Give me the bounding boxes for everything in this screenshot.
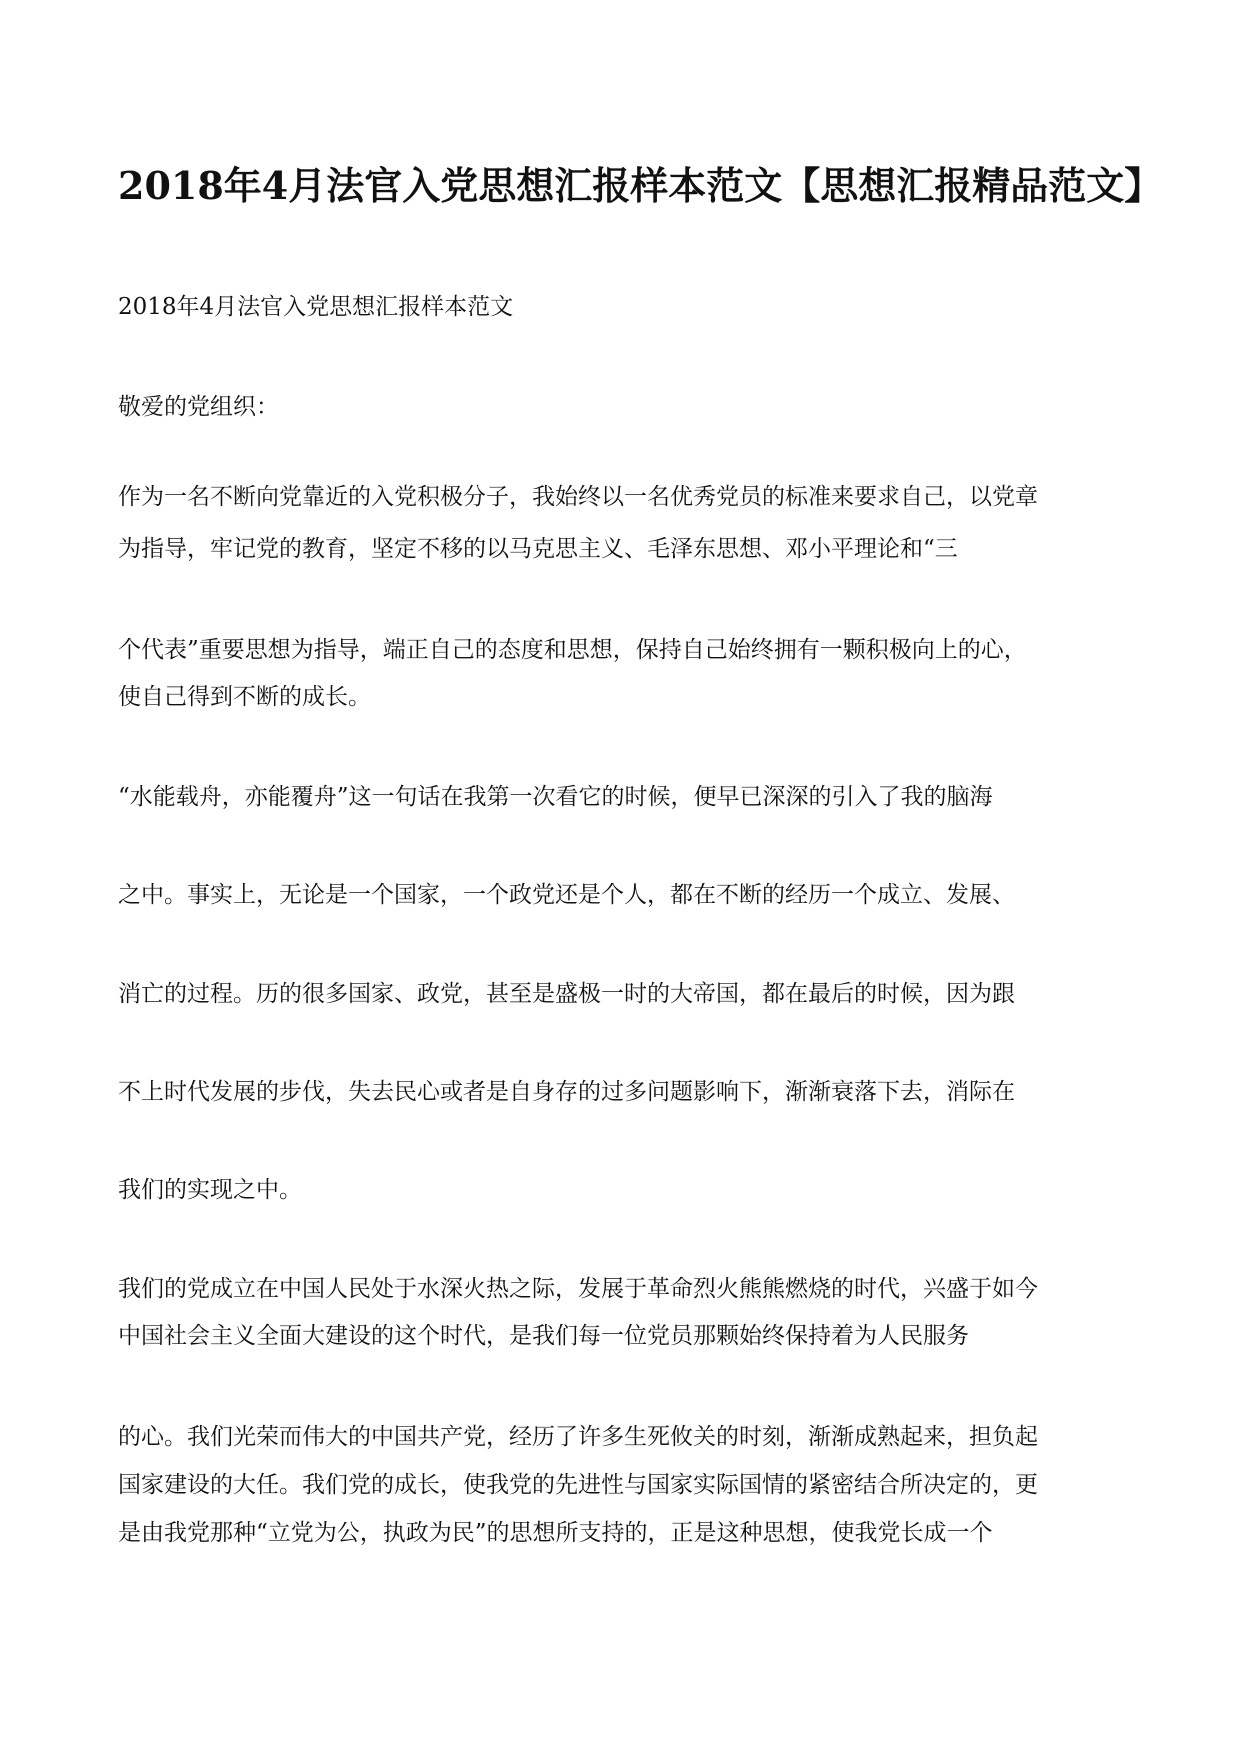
paragraph-line: 我们的实现之中。: [118, 1177, 302, 1203]
paragraph-line: 为指导，牢记党的教育，坚定不移的以马克思主义、毛泽东思想、邓小平理论和“三: [118, 536, 958, 562]
paragraph-line: 之中。事实上，无论是一个国家，一个政党还是个人，都在不断的经历一个成立、发展、: [118, 882, 1015, 908]
paragraph-line: 国家建设的大任。我们党的成长，使我党的先进性与国家实际国情的紧密结合所决定的，更: [118, 1472, 1038, 1498]
paragraph-line: 不上时代发展的步伐，失去民心或者是自身存的过多问题影响下，渐渐衰落下去，消际在: [118, 1079, 1015, 1105]
paragraph-line: 个代表”重要思想为指导，端正自己的态度和思想，保持自己始终拥有一颗积极向上的心，: [118, 637, 1027, 663]
paragraph-line: 消亡的过程。历的很多国家、政党，甚至是盛极一时的大帝国，都在最后的时候，因为跟: [118, 981, 1015, 1007]
paragraph-line: 的心。我们光荣而伟大的中国共产党，经历了许多生死攸关的时刻，渐渐成熟起来，担负起: [118, 1424, 1038, 1450]
paragraph-line: 我们的党成立在中国人民处于水深火热之际，发展于革命烈火熊熊燃烧的时代，兴盛于如今: [118, 1276, 1038, 1302]
paragraph-line: 使自己得到不断的成长。: [118, 684, 371, 710]
salutation: 敬爱的党组织：: [118, 394, 279, 420]
paragraph-line: 作为一名不断向党靠近的入党积极分子，我始终以一名优秀党员的标准来要求自己，以党章: [118, 484, 1038, 510]
document-title: 2018年4月法官入党思想汇报样本范文【思想汇报精品范文】: [118, 163, 1163, 208]
paragraph-line: 是由我党那种“立党为公，执政为民”的思想所支持的，正是这种思想，使我党长成一个: [118, 1520, 993, 1546]
document-subtitle: 2018年4月法官入党思想汇报样本范文: [118, 294, 514, 320]
paragraph-line: 中国社会主义全面大建设的这个时代，是我们每一位党员那颗始终保持着为人民服务: [118, 1323, 969, 1349]
paragraph-line: “水能载舟，亦能覆舟”这一句话在我第一次看它的时候，便早已深深的引入了我的脑海: [118, 784, 993, 810]
